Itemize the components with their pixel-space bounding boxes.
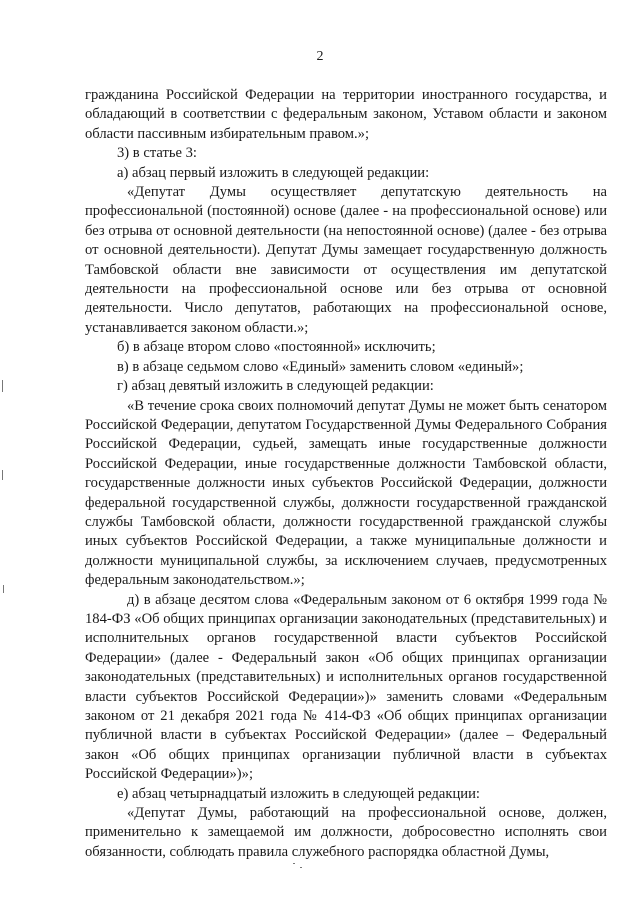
scan-mark [3,585,4,593]
page-number: 2 [316,49,324,64]
paragraph: «Депутат Думы, работающий на профессиональной основе, должен, применительно к замещаемой им должности, добросовестно исполнять свои обязанности, соблюдать правила служебного распорядка областной Думы, [85,805,607,860]
scan-mark [2,380,3,392]
paragraph: б) в абзаце втором слово «постоянной» исключить; [117,339,436,356]
paragraph: е) абзац четырнадцатый изложить в следующей редакции: [117,785,480,802]
paragraph: д) в абзаце десятом слова «Федеральным законом от 6 октября 1999 года № 184-ФЗ «Об общих принципах организации законодательных (представительных) и исполнительных органов государственной власти субъектов Российской Федерации» (далее - Федеральный закон «Об общих принципах организации законодательных (представительных) и исполнительных органов государственной власти субъектов Российской Федерации»)» заменить словами «Федеральным законом от 21 декабря 2021 года № 414-ФЗ «Об общих принципах организации публичной власти в субъектах Российской Федерации» (далее – Федеральный закон «Об общих принципах организации публичной власти в субъектах Российской Федерации»)»; [85,591,607,783]
scan-mark [300,867,302,868]
scan-mark [293,863,295,864]
paragraph: 3) в статье 3: [117,145,197,162]
paragraph: а) абзац первый изложить в следующей редакции: [117,164,430,181]
paragraph: гражданина Российской Федерации на территории иностранного государства, и обладающий в соответствии с федеральным законом, Уставом области и законом области пассивным избирательным правом.»; [85,87,607,142]
document-body [85,86,607,862]
paragraph: г) абзац девятый изложить в следующей редакции: [117,378,434,395]
scan-mark [2,470,3,480]
paragraph: «Депутат Думы осуществляет депутатскую деятельность на профессиональной (постоянной) основе (далее - на профессиональной основе) или без отрыва от основной деятельности (на непостоянной основе) (далее - без отрыва от основной деятельности). Депутат Думы замещает государственную должность Тамбовской области вне зависимости от осуществления им депутатской деятельности на профессиональной основе или без отрыва от основной деятельности. Число депутатов, работающих на профессиональной основе, устанавливается законом области.»; [85,184,607,336]
paragraph: в) в абзаце седьмом слово «Единый» заменить словом «единый»; [117,358,524,375]
paragraph: «В течение срока своих полномочий депутат Думы не может быть сенатором Российской Федерации, депутатом Государственной Думы Федерального Собрания Российской Федерации, судьей, замещать иные государственные должности Российской Федерации, иные государственные должности Тамбовской области, государственные должности иных субъектов Российской Федерации, должности федеральной государственной службы, должности государственной гражданской службы Тамбовской области, должности государственной гражданской службы иных субъектов Российской Федерации, а также муниципальные должности и должности муниципальной службы, за исключением случаев, предусмотренных федеральным законодательством.»; [85,397,607,589]
